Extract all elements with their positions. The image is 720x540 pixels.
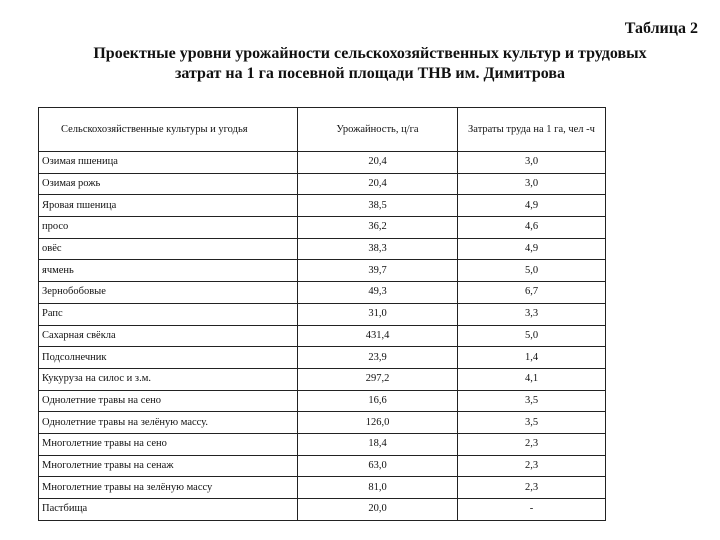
yield-cell: 38,5 bbox=[298, 195, 458, 217]
yield-cell: 49,3 bbox=[298, 282, 458, 304]
table-row bbox=[39, 412, 606, 434]
labor-cell: 4,6 bbox=[458, 217, 606, 239]
table-row bbox=[39, 477, 606, 499]
crop-cell: Озимая пшеница bbox=[39, 152, 298, 174]
yield-cell: 63,0 bbox=[298, 455, 458, 477]
yield-cell: 126,0 bbox=[298, 412, 458, 434]
crop-cell: Рапс bbox=[39, 303, 298, 325]
labor-cell: 2,3 bbox=[458, 455, 606, 477]
table-body bbox=[39, 152, 606, 521]
crop-cell: просо bbox=[39, 217, 298, 239]
crop-cell: Однолетние травы на сено bbox=[39, 390, 298, 412]
table-row bbox=[39, 173, 606, 195]
labor-cell: 3,0 bbox=[458, 173, 606, 195]
table-row bbox=[39, 455, 606, 477]
labor-cell: 4,9 bbox=[458, 195, 606, 217]
yield-cell: 297,2 bbox=[298, 368, 458, 390]
yield-cell: 18,4 bbox=[298, 433, 458, 455]
yield-cell: 16,6 bbox=[298, 390, 458, 412]
yield-cell: 20,4 bbox=[298, 173, 458, 195]
table-label: Таблица 2 bbox=[624, 20, 698, 37]
table-row bbox=[39, 195, 606, 217]
header-yield: Урожайность, ц/га bbox=[298, 108, 458, 152]
table-row bbox=[39, 217, 606, 239]
yield-cell: 20,4 bbox=[298, 152, 458, 174]
labor-cell: 6,7 bbox=[458, 282, 606, 304]
table-row bbox=[39, 260, 606, 282]
yield-cell: 31,0 bbox=[298, 303, 458, 325]
yield-cell: 38,3 bbox=[298, 238, 458, 260]
labor-cell: 5,0 bbox=[458, 325, 606, 347]
crop-cell: Многолетние травы на зелёную массу bbox=[39, 477, 298, 499]
crop-cell: ячмень bbox=[39, 260, 298, 282]
header-labor: Затраты труда на 1 га, чел -ч bbox=[458, 108, 606, 152]
crop-cell: Подсолнечник bbox=[39, 347, 298, 369]
table-title bbox=[40, 44, 700, 84]
labor-cell: 1,4 bbox=[458, 347, 606, 369]
labor-cell: 3,5 bbox=[458, 390, 606, 412]
table-row bbox=[39, 347, 606, 369]
table-row bbox=[39, 238, 606, 260]
labor-cell: - bbox=[458, 499, 606, 521]
labor-cell: 3,5 bbox=[458, 412, 606, 434]
crop-cell: Многолетние травы на сенаж bbox=[39, 455, 298, 477]
yield-cell: 20,0 bbox=[298, 499, 458, 521]
yield-cell: 36,2 bbox=[298, 217, 458, 239]
yield-cell: 81,0 bbox=[298, 477, 458, 499]
crop-cell: Многолетние травы на сено bbox=[39, 433, 298, 455]
labor-cell: 3,3 bbox=[458, 303, 606, 325]
labor-cell: 4,1 bbox=[458, 368, 606, 390]
labor-cell: 2,3 bbox=[458, 433, 606, 455]
crop-cell: овёс bbox=[39, 238, 298, 260]
header-row bbox=[39, 108, 606, 152]
crop-cell: Озимая рожь bbox=[39, 173, 298, 195]
table-row bbox=[39, 368, 606, 390]
crop-cell: Пастбища bbox=[39, 499, 298, 521]
labor-cell: 3,0 bbox=[458, 152, 606, 174]
crop-cell: Кукуруза на силос и з.м. bbox=[39, 368, 298, 390]
title-line-2: затрат на 1 га посевной площади ТНВ им. Димитрова bbox=[174, 65, 566, 82]
crop-cell: Однолетние травы на зелёную массу. bbox=[39, 412, 298, 434]
crop-cell: Сахарная свёкла bbox=[39, 325, 298, 347]
title-line-1: Проектные уровни урожайности сельскохозяйственных культур и трудовых bbox=[93, 45, 647, 62]
yield-cell: 39,7 bbox=[298, 260, 458, 282]
header-crop: Сельскохозяйственные культуры и угодья bbox=[39, 108, 298, 152]
labor-cell: 2,3 bbox=[458, 477, 606, 499]
crop-cell: Зернобобовые bbox=[39, 282, 298, 304]
table-row bbox=[39, 390, 606, 412]
table-row bbox=[39, 433, 606, 455]
table-row bbox=[39, 325, 606, 347]
labor-cell: 5,0 bbox=[458, 260, 606, 282]
table-row bbox=[39, 499, 606, 521]
crop-cell: Яровая пшеница bbox=[39, 195, 298, 217]
labor-cell: 4,9 bbox=[458, 238, 606, 260]
table-row bbox=[39, 303, 606, 325]
yield-cell: 23,9 bbox=[298, 347, 458, 369]
yield-cell: 431,4 bbox=[298, 325, 458, 347]
table-row bbox=[39, 152, 606, 174]
crop-yield-table bbox=[38, 107, 606, 521]
table-row bbox=[39, 282, 606, 304]
